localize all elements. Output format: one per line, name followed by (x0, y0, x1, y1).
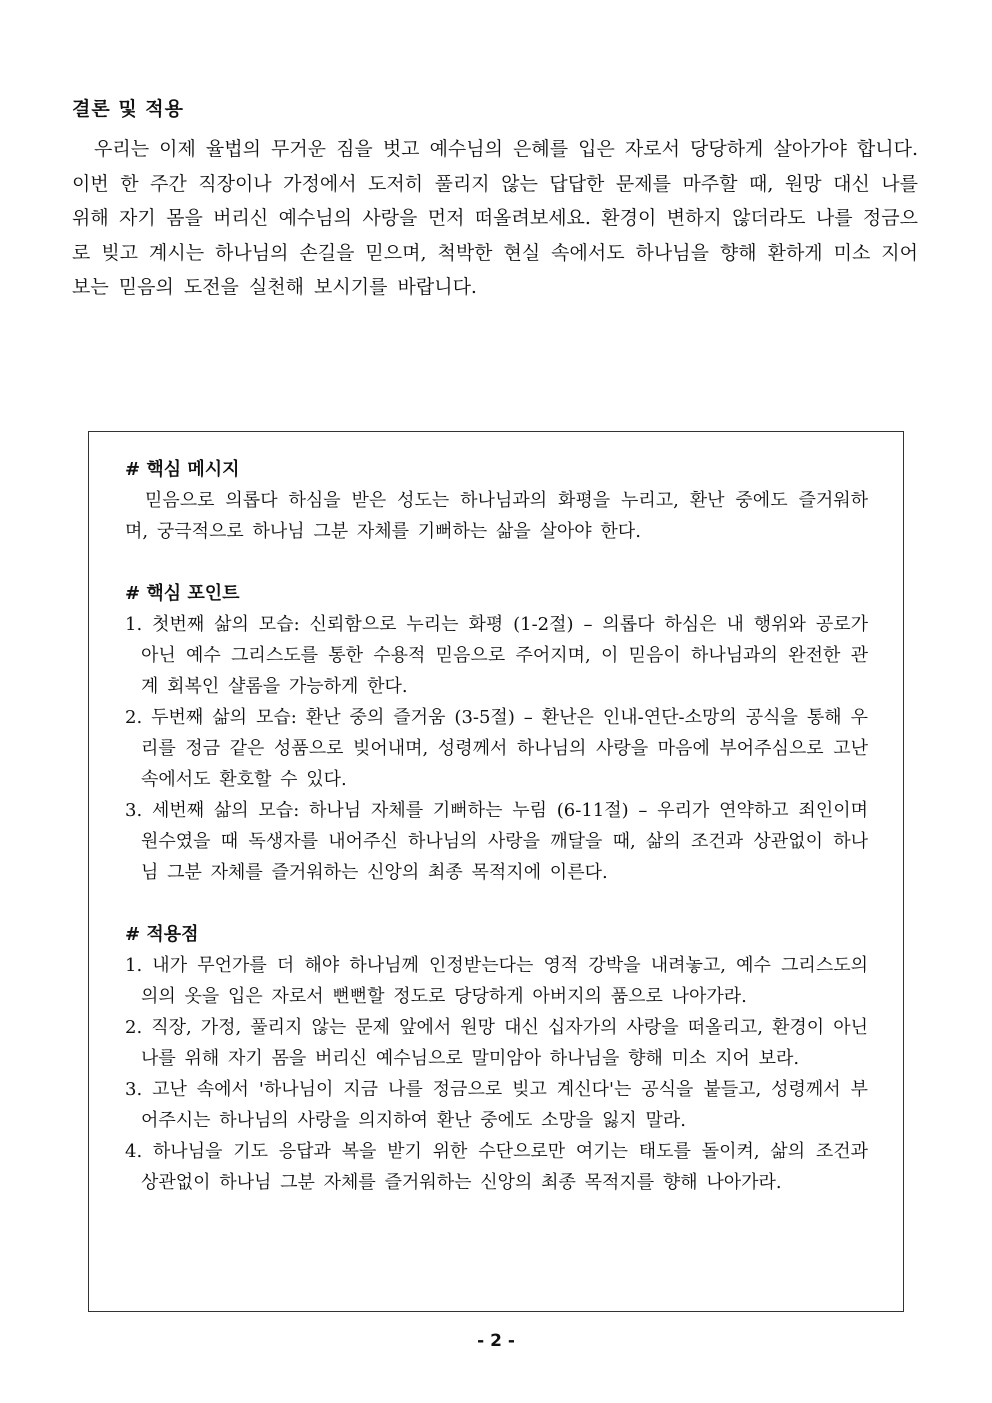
list-item: 1. 첫번째 삶의 모습: 신뢰함으로 누리는 화평 (1-2절) – 의롭다 하심은 내 행위와 공로가 아닌 예수 그리스도를 통한 수용적 믿음으로 주어지며, 이 믿음이 하나님과의 완전한 관계 회복인 샬롬을 가능하게 한다. (125, 614, 868, 697)
list-item: 3. 고난 속에서 '하나님이 지금 나를 정금으로 빚고 계신다'는 공식을 붙들고, 성령께서 부어주시는 하나님의 사랑을 의지하여 환난 중에도 소망을 잃지 말라. (125, 1079, 868, 1131)
core-message-section (125, 454, 868, 547)
applications-list (125, 950, 868, 1198)
summary-content (125, 454, 868, 1198)
list-item: 2. 두번째 삶의 모습: 환난 중의 즐거움 (3-5절) – 환난은 인내-연단-소망의 공식을 통해 우리를 정금 같은 성품으로 빚어내며, 성령께서 하나님의 사랑을 마음에 부어주심으로 고난 속에서도 환호할 수 있다. (125, 707, 868, 790)
list-item: 4. 하나님을 기도 응답과 복을 받기 위한 수단으로만 여기는 태도를 돌이켜, 삶의 조건과 상관없이 하나님 그분 자체를 즐거워하는 신앙의 최종 목적지를 향해 나아가라. (125, 1141, 868, 1193)
core-message-body: 믿음으로 의롭다 하심을 받은 성도는 하나님과의 화평을 누리고, 환난 중에도 즐거워하며, 궁극적으로 하나님 그분 자체를 기뻐하는 삶을 살아야 한다. (125, 490, 868, 542)
list-item: 2. 직장, 가정, 풀리지 않는 문제 앞에서 원망 대신 십자가의 사랑을 떠올리고, 환경이 아닌 나를 위해 자기 몸을 버리신 예수님으로 말미암아 하나님을 향해 미소 지어 보라. (125, 1017, 868, 1069)
conclusion-section (72, 94, 918, 305)
core-points-list (125, 609, 868, 888)
list-item: 3. 세번째 삶의 모습: 하나님 자체를 기뻐하는 누림 (6-11절) – 우리가 연약하고 죄인이며 원수였을 때 독생자를 내어주신 하나님의 사랑을 깨달을 때, 삶의 조건과 상관없이 하나님 그분 자체를 즐거워하는 신앙의 최종 목적지에 이른다. (125, 800, 868, 883)
core-message-title: # 핵심 메시지 (125, 459, 240, 480)
list-item: 1. 내가 무언가를 더 해야 하나님께 인정받는다는 영적 강박을 내려놓고, 예수 그리스도의 의의 옷을 입은 자로서 뻔뻔할 정도로 당당하게 아버지의 품으로 나아가라. (125, 955, 868, 1007)
conclusion-body: 우리는 이제 율법의 무거운 짐을 벗고 예수님의 은혜를 입은 자로서 당당하게 살아가야 합니다. 이번 한 주간 직장이나 가정에서 도저히 풀리지 않는 답답한 문제를 마주할 때, 원망 대신 나를 위해 자기 몸을 버리신 예수님의 사랑을 먼저 떠올려보세요. 환경이 변하지 않더라도 나를 정금으로 빚고 계시는 하나님의 손길을 믿으며, 척박한 현실 속에서도 하나님을 향해 환하게 미소 지어 보는 믿음의 도전을 실천해 보시기를 바랍니다. (72, 138, 918, 298)
core-points-section (125, 578, 868, 888)
core-points-title: # 핵심 포인트 (125, 583, 240, 604)
applications-section (125, 919, 868, 1198)
conclusion-heading: 결론 및 적용 (72, 98, 184, 120)
summary-box (88, 431, 904, 1312)
page-number: - 2 - (477, 1331, 515, 1351)
applications-title: # 적용점 (125, 924, 199, 945)
